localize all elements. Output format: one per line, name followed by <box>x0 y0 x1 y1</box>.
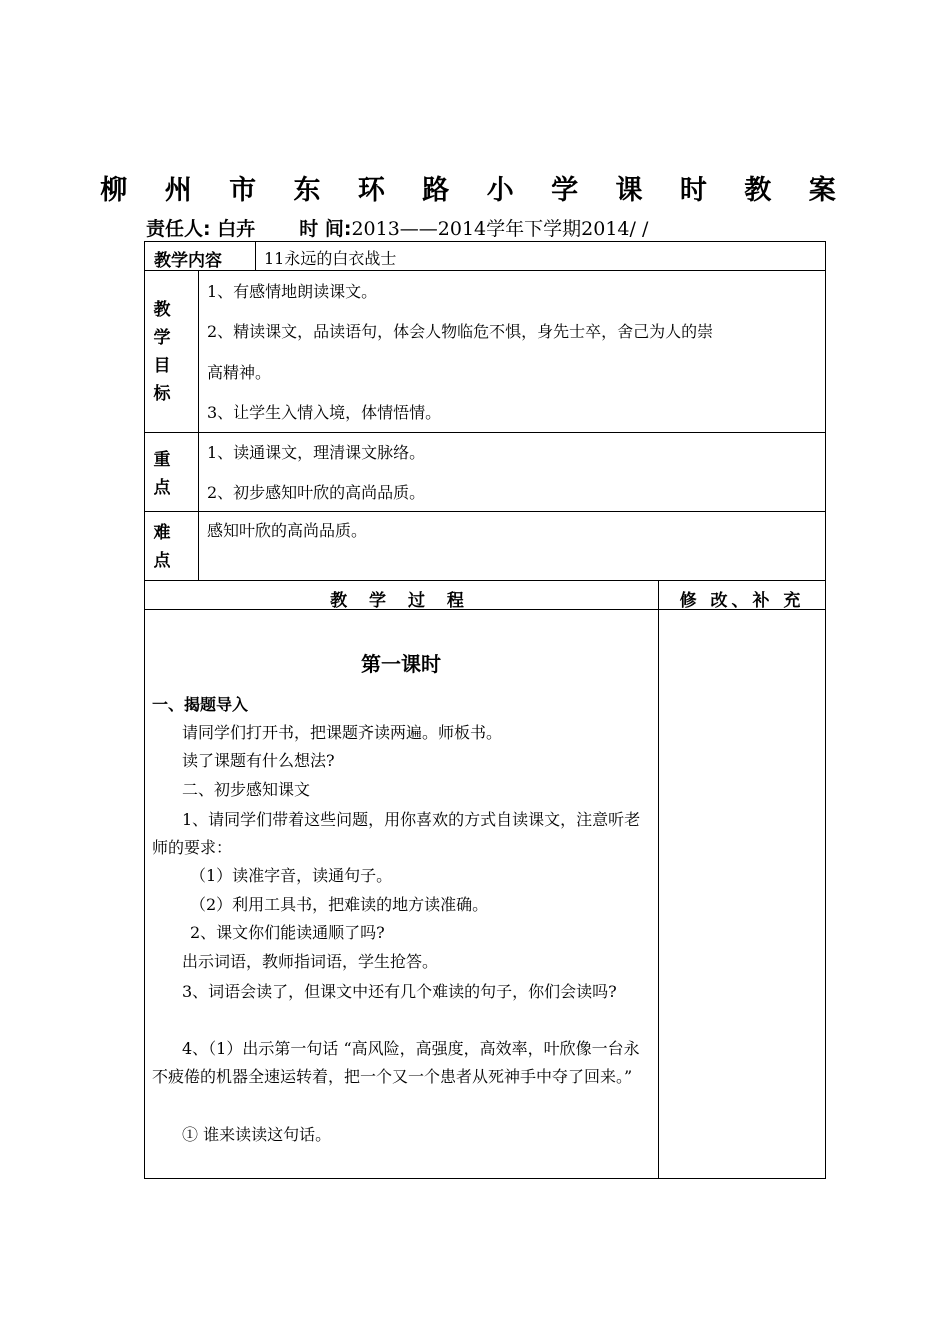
key-point-item: 2、初步感知叶欣的高尚品质。 <box>207 483 426 502</box>
section-heading: 一、揭题导入 <box>152 695 249 714</box>
owner-label: 责任人: 白卉 <box>146 218 256 240</box>
goal-item: 高精神。 <box>207 363 272 382</box>
goal-item: 2、精读课文，品读语句，体会人物临危不惧，身先士卒，舍己为人的崇 <box>207 322 714 341</box>
process-paragraph: 4、（1）出示第一句话 “高风险，高强度，高效率，叶欣像一台永不疲倦的机器全速运转着，把一个又一个患者从死神手中夺了回来。” <box>152 1039 640 1086</box>
col-divider <box>255 241 256 270</box>
process-line: 读了课题有什么想法? <box>182 751 335 770</box>
goal-item: 3、让学生入情入境，体情悟情。 <box>207 403 442 422</box>
time-label: 时 间: <box>299 218 352 240</box>
document-title: 柳 州 市 东 环 路 小 学 课 时 教 案 <box>100 175 850 206</box>
difficulty-label: 难 点 <box>153 523 171 571</box>
col-divider <box>198 270 199 580</box>
row-divider <box>144 580 826 581</box>
process-header: 教 学 过 程 <box>330 591 472 611</box>
time-value: 2013——2014学年下学期2014/ / <box>351 218 649 240</box>
process-line: 二、初步感知课文 <box>182 780 311 799</box>
process-paragraph: 1、请同学们带着这些问题，用你喜欢的方式自读课文，注意听老师的要求： <box>152 810 641 857</box>
process-subitem: （1）读准字音，读通句子。 <box>190 866 393 885</box>
row-divider <box>144 511 826 512</box>
key-points-label: 重 点 <box>153 450 171 498</box>
key-point-item: 1、读通课文，理清课文脉络。 <box>207 443 426 462</box>
goals-label: 教 学 目 标 <box>153 300 171 404</box>
header-meta <box>146 214 648 241</box>
process-line: 请同学们打开书，把课题齐读两遍。师板书。 <box>182 723 503 742</box>
lesson-title: 第一课时 <box>361 652 441 676</box>
col-divider <box>658 580 659 1179</box>
notes-header: 修 改、补 充 <box>679 591 805 611</box>
process-line: 出示词语，教师指词语，学生抢答。 <box>182 952 439 971</box>
process-line: 2、课文你们能读通顺了吗? <box>190 923 385 942</box>
process-line: ① 谁来读读这句话。 <box>182 1125 332 1144</box>
row-divider <box>144 432 826 433</box>
goal-item: 1、有感情地朗读课文。 <box>207 282 378 301</box>
content-value: 11永远的白衣战士 <box>264 249 397 268</box>
difficulty-text: 感知叶欣的高尚品质。 <box>207 521 368 540</box>
process-subitem: （2）利用工具书，把难读的地方读准确。 <box>190 895 489 914</box>
process-paragraph: 3、词语会读了，但课文中还有几个难读的句子，你们会读吗? <box>182 982 617 1001</box>
row-divider <box>144 270 826 271</box>
content-label: 教学内容 <box>154 251 222 271</box>
